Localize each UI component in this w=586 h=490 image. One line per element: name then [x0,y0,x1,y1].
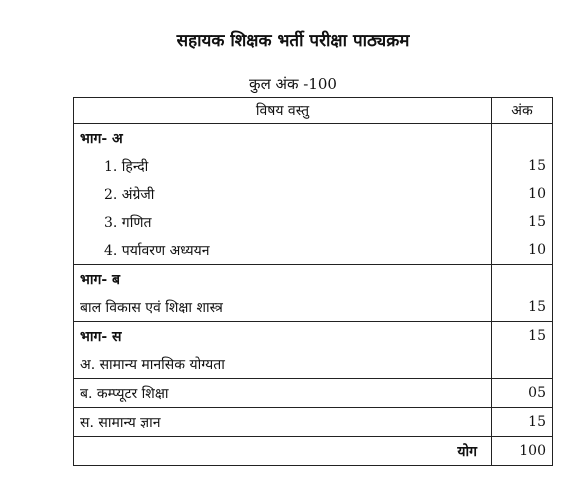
part-c-heading: भाग- स [74,322,492,351]
marks-cell: 10 [492,180,553,208]
marks-cell: 05 [492,379,553,408]
subject-cell: 2. अंग्रेजी [74,180,492,208]
part-a-heading: भाग- अ [74,124,492,153]
subject-cell: ब. कम्प्यूटर शिक्षा [74,379,492,408]
table-row [74,208,553,236]
marks-cell: 15 [492,322,553,351]
total-marks: 100 [492,437,553,466]
marks-column-header: अंक [492,98,553,124]
total-row [74,437,553,466]
subject-cell: बाल विकास एवं शिक्षा शास्त्र [74,293,492,322]
marks-cell: 10 [492,236,553,265]
marks-cell [492,350,553,379]
part-b-heading: भाग- ब [74,265,492,294]
table-row [74,408,553,437]
subject-cell: 1. हिन्दी [74,152,492,180]
syllabus-table [73,97,553,466]
marks-cell: 15 [492,208,553,236]
marks-cell: 15 [492,408,553,437]
table-row [74,293,553,322]
table-row [74,124,553,153]
subject-cell: 4. पर्यावरण अध्ययन [74,236,492,265]
table-row [74,265,553,294]
total-marks-subtitle: कुल अंक -100 [249,75,337,93]
subject-column-header: विषय वस्तु [74,98,492,124]
table-row [74,180,553,208]
marks-cell: 15 [492,152,553,180]
table-row [74,379,553,408]
table-header-row [74,98,553,124]
table-row [74,322,553,351]
total-label: योग [74,437,492,466]
table-row [74,152,553,180]
document-title: सहायक शिक्षक भर्ती परीक्षा पाठ्यक्रम [176,31,410,51]
table-row [74,350,553,379]
marks-cell [492,265,553,294]
subject-cell: 3. गणित [74,208,492,236]
marks-cell: 15 [492,293,553,322]
marks-cell [492,124,553,153]
subject-cell: स. सामान्य ज्ञान [74,408,492,437]
table-row [74,236,553,265]
subject-cell: अ. सामान्य मानसिक योग्यता [74,350,492,379]
